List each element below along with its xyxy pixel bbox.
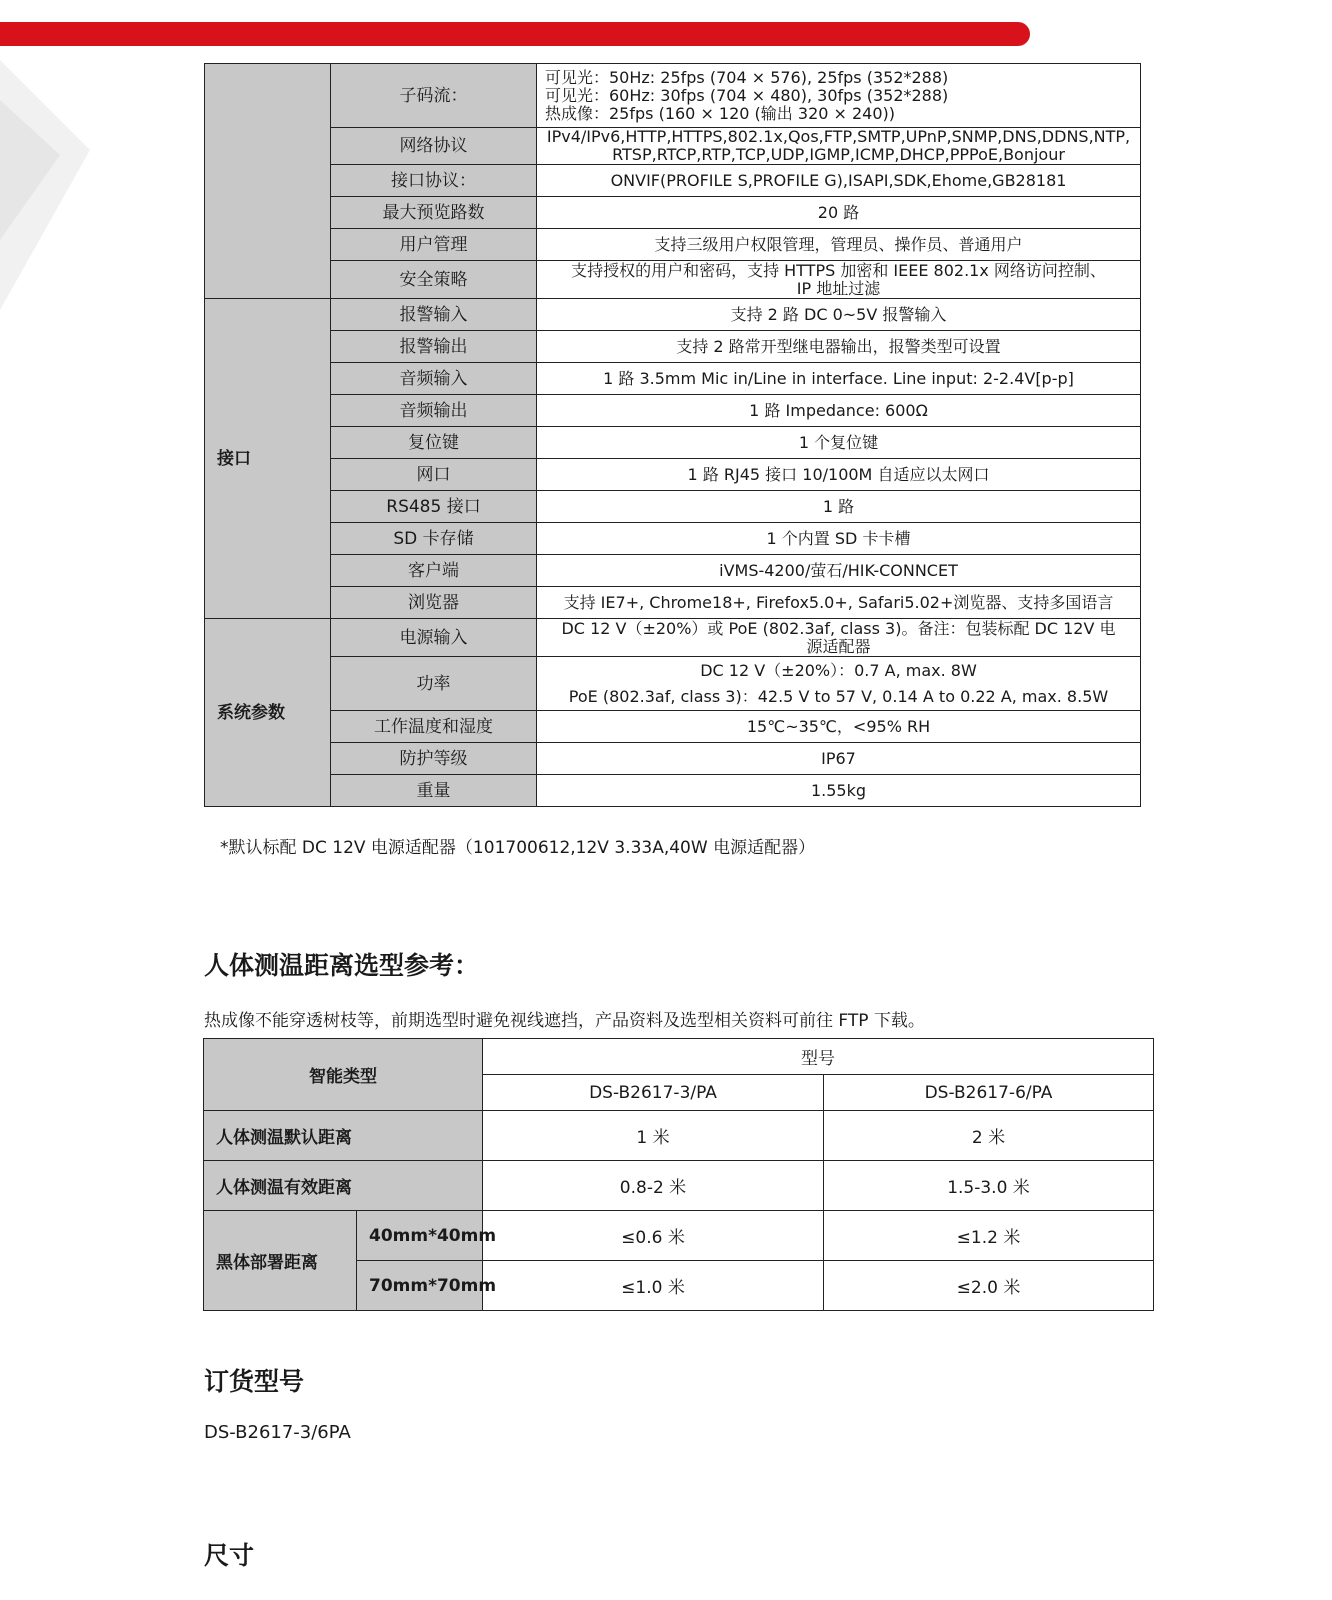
spec-value-line: IP 地址过滤: [796, 278, 881, 298]
spec-value-line: iVMS-4200/萤石/HIK-CONNCET: [719, 560, 958, 580]
spec-value: [537, 427, 1141, 459]
range-row-effective-label: 人体测温有效距离: [204, 1161, 483, 1211]
spec-row: [205, 587, 1141, 619]
spec-label: 音频输入: [331, 363, 537, 395]
spec-row: [205, 427, 1141, 459]
range-header-model: 型号: [483, 1039, 1154, 1075]
spec-value: [537, 459, 1141, 491]
spec-row: [205, 165, 1141, 197]
range-row-effective-value-1: 0.8-2 米: [483, 1161, 824, 1211]
spec-value: [537, 775, 1141, 807]
spec-value: [537, 587, 1141, 619]
spec-label: RS485 接口: [331, 491, 537, 523]
range-table: [203, 1038, 1154, 1311]
spec-label: 功率: [331, 657, 537, 711]
spec-row: [205, 555, 1141, 587]
spec-label: 浏览器: [331, 587, 537, 619]
spec-label: 网络协议: [331, 128, 537, 165]
spec-label: 音频输出: [331, 395, 537, 427]
spec-group-blank: [205, 64, 331, 299]
spec-label: 工作温度和湿度: [331, 711, 537, 743]
spec-value-line: 支持 IE7+, Chrome18+, Firefox5.0+, Safari5.02+浏览器、支持多国语言: [563, 592, 1114, 612]
spec-value-line: 可见光：60Hz: 30fps (704 × 480), 30fps (352*288): [545, 85, 949, 105]
spec-value: [537, 523, 1141, 555]
spec-value-line: IP67: [821, 748, 856, 768]
spec-value: [537, 657, 1141, 711]
power-footnote: *默认标配 DC 12V 电源适配器（101700612,12V 3.33A,40W 电源适配器）: [220, 838, 816, 858]
spec-row: [205, 197, 1141, 229]
spec-value: [537, 128, 1141, 165]
spec-label: 报警输出: [331, 331, 537, 363]
spec-row: [205, 363, 1141, 395]
spec-label: 安全策略: [331, 261, 537, 299]
spec-value-line: DC 12 V（±20%）或 PoE (802.3af, class 3)。备注：包装标配 DC 12V 电: [561, 618, 1116, 638]
spec-value: [537, 64, 1141, 128]
spec-value: [537, 363, 1141, 395]
spec-row: [205, 775, 1141, 807]
spec-value-line: 支持 2 路 DC 0~5V 报警输入: [730, 304, 947, 324]
brand-watermark-logo: [0, 40, 110, 310]
range-blackbody-size-2: 70mm*70mm: [357, 1261, 483, 1311]
spec-label: 网口: [331, 459, 537, 491]
spec-value-line: 1.55kg: [810, 780, 867, 800]
spec-label: 重量: [331, 775, 537, 807]
spec-value-line: 可见光：50Hz: 25fps (704 × 576), 25fps (352*288): [545, 67, 949, 87]
range-blackbody-2-value-1: ≤1.0 米: [483, 1261, 824, 1311]
range-row-default-value-2: 2 米: [824, 1111, 1154, 1161]
spec-value-line: 1 路 RJ45 接口 10/100M 自适应以太网口: [687, 464, 990, 484]
spec-row: [205, 395, 1141, 427]
range-blackbody-1-value-2: ≤1.2 米: [824, 1211, 1154, 1261]
spec-value: [537, 395, 1141, 427]
spec-row: [205, 261, 1141, 299]
spec-value-line: IPv4/IPv6,HTTP,HTTPS,802.1x,Qos,FTP,SMTP,UPnP,SNMP,DNS,DDNS,NTP,: [546, 127, 1131, 146]
range-header-type: 智能类型: [204, 1039, 483, 1111]
spec-value-line: 1 路 Impedance: 600Ω: [749, 400, 928, 420]
order-model-number: DS-B2617-3/6PA: [204, 1422, 351, 1443]
spec-value: [537, 261, 1141, 299]
spec-label: 报警输入: [331, 299, 537, 331]
spec-row: [205, 523, 1141, 555]
range-section-desc: 热成像不能穿透树枝等，前期选型时避免视线遮挡，产品资料及选型相关资料可前往 FTP 下载。: [204, 1011, 925, 1031]
spec-value: [537, 197, 1141, 229]
spec-row: [205, 331, 1141, 363]
spec-table: [204, 63, 1141, 807]
spec-value-line: 20 路: [817, 202, 860, 222]
size-section-title: 尺寸: [204, 1541, 255, 1570]
spec-value-line: 1 路 3.5mm Mic in/Line in interface. Line input: 2-2.4V[p-p]: [603, 368, 1074, 388]
spec-row: [205, 657, 1141, 711]
spec-value: [537, 711, 1141, 743]
spec-value-line: PoE (802.3af, class 3)：42.5 V to 57 V, 0.14 A to 0.22 A, max. 8.5W: [568, 686, 1109, 706]
spec-label: 防护等级: [331, 743, 537, 775]
spec-label: 客户端: [331, 555, 537, 587]
spec-label: 复位键: [331, 427, 537, 459]
spec-row: [205, 459, 1141, 491]
spec-label: 子码流：: [331, 64, 537, 128]
spec-group-system-params: 系统参数: [205, 619, 331, 807]
spec-value: [537, 555, 1141, 587]
spec-label: 最大预览路数: [331, 197, 537, 229]
range-blackbody-1-value-1: ≤0.6 米: [483, 1211, 824, 1261]
brand-header-bar: [0, 22, 1030, 46]
order-section-title: 订货型号: [204, 1367, 305, 1396]
spec-value: [537, 229, 1141, 261]
spec-label: SD 卡存储: [331, 523, 537, 555]
spec-value: [537, 743, 1141, 775]
spec-value: [537, 491, 1141, 523]
range-section-title: 人体测温距离选型参考：: [204, 951, 480, 980]
spec-row: [205, 229, 1141, 261]
range-row-default-label: 人体测温默认距离: [204, 1111, 483, 1161]
range-row-effective-value-2: 1.5-3.0 米: [824, 1161, 1154, 1211]
spec-row: [205, 619, 1141, 657]
spec-label: 用户管理: [331, 229, 537, 261]
spec-value-line: 源适配器: [806, 636, 871, 656]
spec-row: [205, 128, 1141, 165]
spec-row: [205, 299, 1141, 331]
spec-value: [537, 165, 1141, 197]
spec-value-line: 热成像：25fps (160 × 120 (输出 320 × 240)): [545, 103, 896, 123]
spec-label: 电源输入: [331, 619, 537, 657]
spec-label: 接口协议：: [331, 165, 537, 197]
spec-value-line: 1 路: [822, 496, 855, 516]
spec-value-line: 15℃~35℃，<95% RH: [746, 716, 931, 736]
spec-value-line: 支持三级用户权限管理，管理员、操作员、普通用户: [654, 234, 1023, 254]
range-row-default-value-1: 1 米: [483, 1111, 824, 1161]
spec-row: [205, 491, 1141, 523]
spec-row: [205, 64, 1141, 128]
spec-value-line: 支持授权的用户和密码，支持 HTTPS 加密和 IEEE 802.1x 网络访问控制、: [571, 260, 1106, 280]
range-blackbody-label: 黑体部署距离: [204, 1211, 357, 1311]
range-blackbody-size-1: 40mm*40mm: [357, 1211, 483, 1261]
spec-value-line: DC 12 V（±20%）：0.7 A, max. 8W: [700, 660, 977, 680]
spec-group-interface: 接口: [205, 299, 331, 619]
spec-value: [537, 299, 1141, 331]
range-model-col-2: DS-B2617-6/PA: [824, 1075, 1154, 1111]
spec-value: [537, 619, 1141, 657]
spec-value-line: 1 个复位键: [798, 432, 879, 452]
range-blackbody-2-value-2: ≤2.0 米: [824, 1261, 1154, 1311]
spec-row: [205, 711, 1141, 743]
spec-value-line: RTSP,RTCP,RTP,TCP,UDP,IGMP,ICMP,DHCP,PPPoE,Bonjour: [612, 145, 1065, 164]
spec-row: [205, 743, 1141, 775]
spec-value-line: ONVIF(PROFILE S,PROFILE G),ISAPI,SDK,Ehome,GB28181: [610, 170, 1067, 190]
spec-value-line: 1 个内置 SD 卡卡槽: [766, 528, 911, 548]
range-model-col-1: DS-B2617-3/PA: [483, 1075, 824, 1111]
spec-value: [537, 331, 1141, 363]
spec-value-line: 支持 2 路常开型继电器输出，报警类型可设置: [676, 336, 1001, 356]
